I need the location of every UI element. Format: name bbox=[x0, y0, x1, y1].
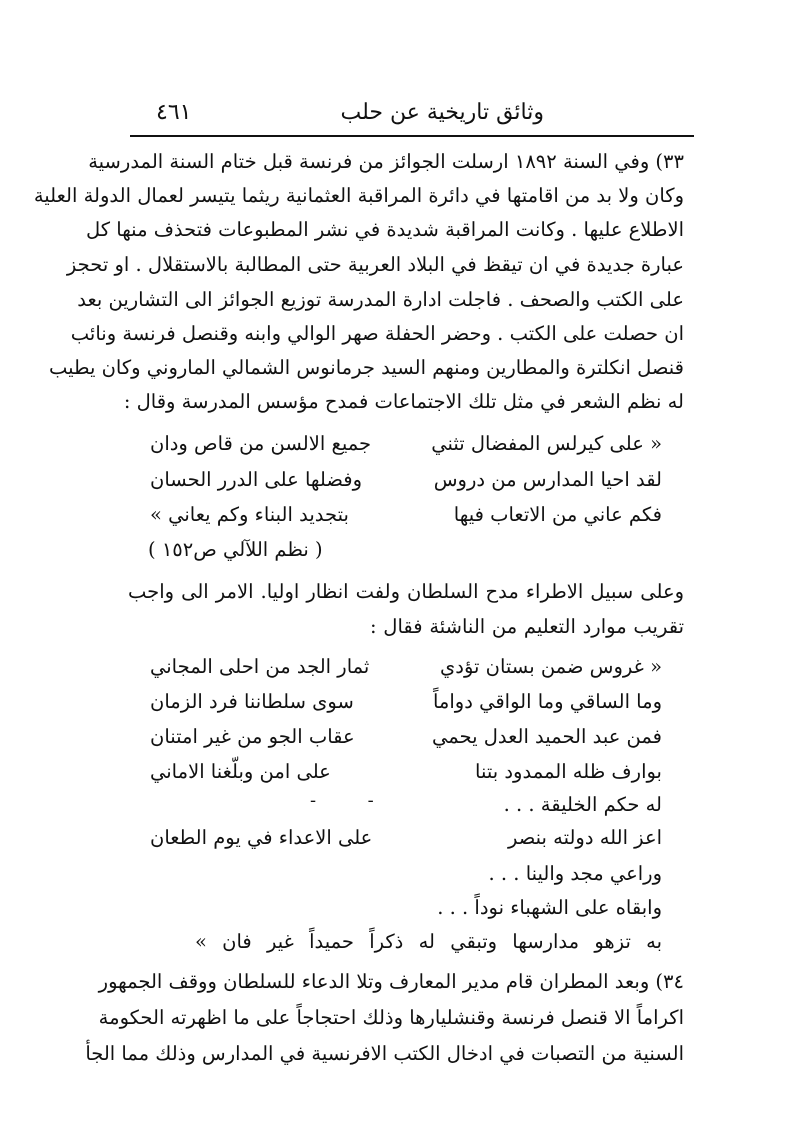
paragraph-line: عبارة جديدة في ان تيقظ في البلاد العربية حتى المطالبة بالاستقلال . او تحجز bbox=[66, 253, 684, 276]
poem-verse bbox=[150, 760, 662, 783]
verse-second-hemistich: عقاب الجو من غير امتنان bbox=[150, 725, 355, 748]
paragraph-line: ٣٤) وبعد المطران قام مدير المعارف وتلا الدعاء للسلطان ووقف الجمهور bbox=[98, 970, 684, 993]
paragraph-line: له نظم الشعر في مثل تلك الاجتماعات فمدح مؤسس المدرسة وقال : bbox=[123, 390, 684, 413]
paragraph-line: اكراماً الا قنصل فرنسة وقنشليارها وذلك احتجاجاً على ما اظهرته الحكومة bbox=[98, 1006, 684, 1029]
verse-first-hemistich: لقد احيا المدارس من دروس bbox=[433, 468, 662, 491]
paragraph-line: ان حصلت على الكتب . وحضر الحفلة صهر الوالي وابنه وقنصل فرنسة ونائب bbox=[70, 322, 684, 345]
header-rule bbox=[130, 135, 694, 137]
paragraph-line: قنصل انكلترة والمطارين ومنهم السيد جرمانوس الشمالي الماروني وكان يطيب bbox=[48, 356, 684, 379]
verse-second-hemistich: على الاعداء في يوم الطعان bbox=[150, 826, 373, 849]
verse-first-hemistich: اعز الله دولته بنصر bbox=[507, 826, 662, 849]
verse-second-hemistich: على امن وبلّغنا الاماني bbox=[150, 760, 331, 783]
verse-first-hemistich: « على كيرلس المفضال تثني bbox=[431, 432, 662, 455]
running-title: وثائق تاريخية عن حلب bbox=[340, 100, 544, 125]
poem-verse bbox=[150, 432, 662, 455]
verse-first-hemistich: فكم عاني من الاتعاب فيها bbox=[453, 503, 662, 526]
poem-verse bbox=[150, 655, 662, 678]
separator-dash: - - bbox=[310, 790, 374, 811]
poem-verse bbox=[150, 690, 662, 713]
poem-continuation: وابقاه على الشهباء نوداً . . . bbox=[437, 896, 662, 919]
poem-continuation: له حكم الخليقة . . . bbox=[503, 793, 662, 816]
poem-verse bbox=[150, 468, 662, 491]
paragraph-line: وكان ولا بد من اقامتها في دائرة المراقبة العثمانية ريثما يتيسر لعمال الدولة العلية bbox=[33, 184, 684, 207]
verse-second-hemistich: وفضلها على الدرر الحسان bbox=[150, 468, 363, 491]
paragraph-line: وعلى سبيل الاطراء مدح السلطان ولفت انظار اوليا. الامر الى واجب bbox=[128, 580, 684, 603]
paragraph-line: ٣٣) وفي السنة ١٨٩٢ ارسلت الجوائز من فرنسة قبل ختام السنة المدرسية bbox=[88, 150, 684, 173]
verse-second-hemistich: سوى سلطاننا فرد الزمان bbox=[150, 690, 354, 713]
verse-first-hemistich: وما الساقي وما الواقي دواماً bbox=[432, 690, 662, 713]
poem-verse bbox=[150, 826, 662, 849]
poem-source-citation: ( نظم اللآلي ص١٥٢ ) bbox=[148, 538, 323, 561]
poem-continuation: وراعي مجد والينا . . . bbox=[488, 862, 662, 885]
page-header bbox=[130, 98, 694, 138]
verse-second-hemistich: جميع الالسن من قاص ودان bbox=[150, 432, 372, 455]
verse-first-hemistich: فمن عبد الحميد العدل يحمي bbox=[431, 725, 662, 748]
page-number: ٤٦١ bbox=[156, 100, 192, 125]
poem-verse bbox=[150, 503, 662, 526]
paragraph-line: السنية من التصبات في ادخال الكتب الافرنسية في المدارس وذلك مما الجأ bbox=[85, 1042, 684, 1065]
paragraph-line: على الكتب والصحف . فاجلت ادارة المدرسة توزيع الجوائز الى التشارين بعد bbox=[77, 288, 684, 311]
paragraph-line: الاطلاع عليها . وكانت المراقبة شديدة في نشر المطبوعات فتحذف منها كل bbox=[86, 218, 684, 241]
paragraph-line: تقريب موارد التعليم من الناشئة فقال : bbox=[370, 615, 684, 638]
poem-closing: به تزهو مدارسها وتبقي له ذكراً حميداً غير فان » bbox=[195, 930, 662, 953]
verse-second-hemistich: بتجديد البناء وكم يعاني » bbox=[150, 503, 349, 526]
verse-second-hemistich: ثمار الجد من احلى المجاني bbox=[150, 655, 370, 678]
poem-verse bbox=[150, 725, 662, 748]
verse-first-hemistich: « غروس ضمن بستان تؤدي bbox=[440, 655, 662, 678]
verse-first-hemistich: بوارف ظله الممدود بتنا bbox=[475, 760, 662, 783]
